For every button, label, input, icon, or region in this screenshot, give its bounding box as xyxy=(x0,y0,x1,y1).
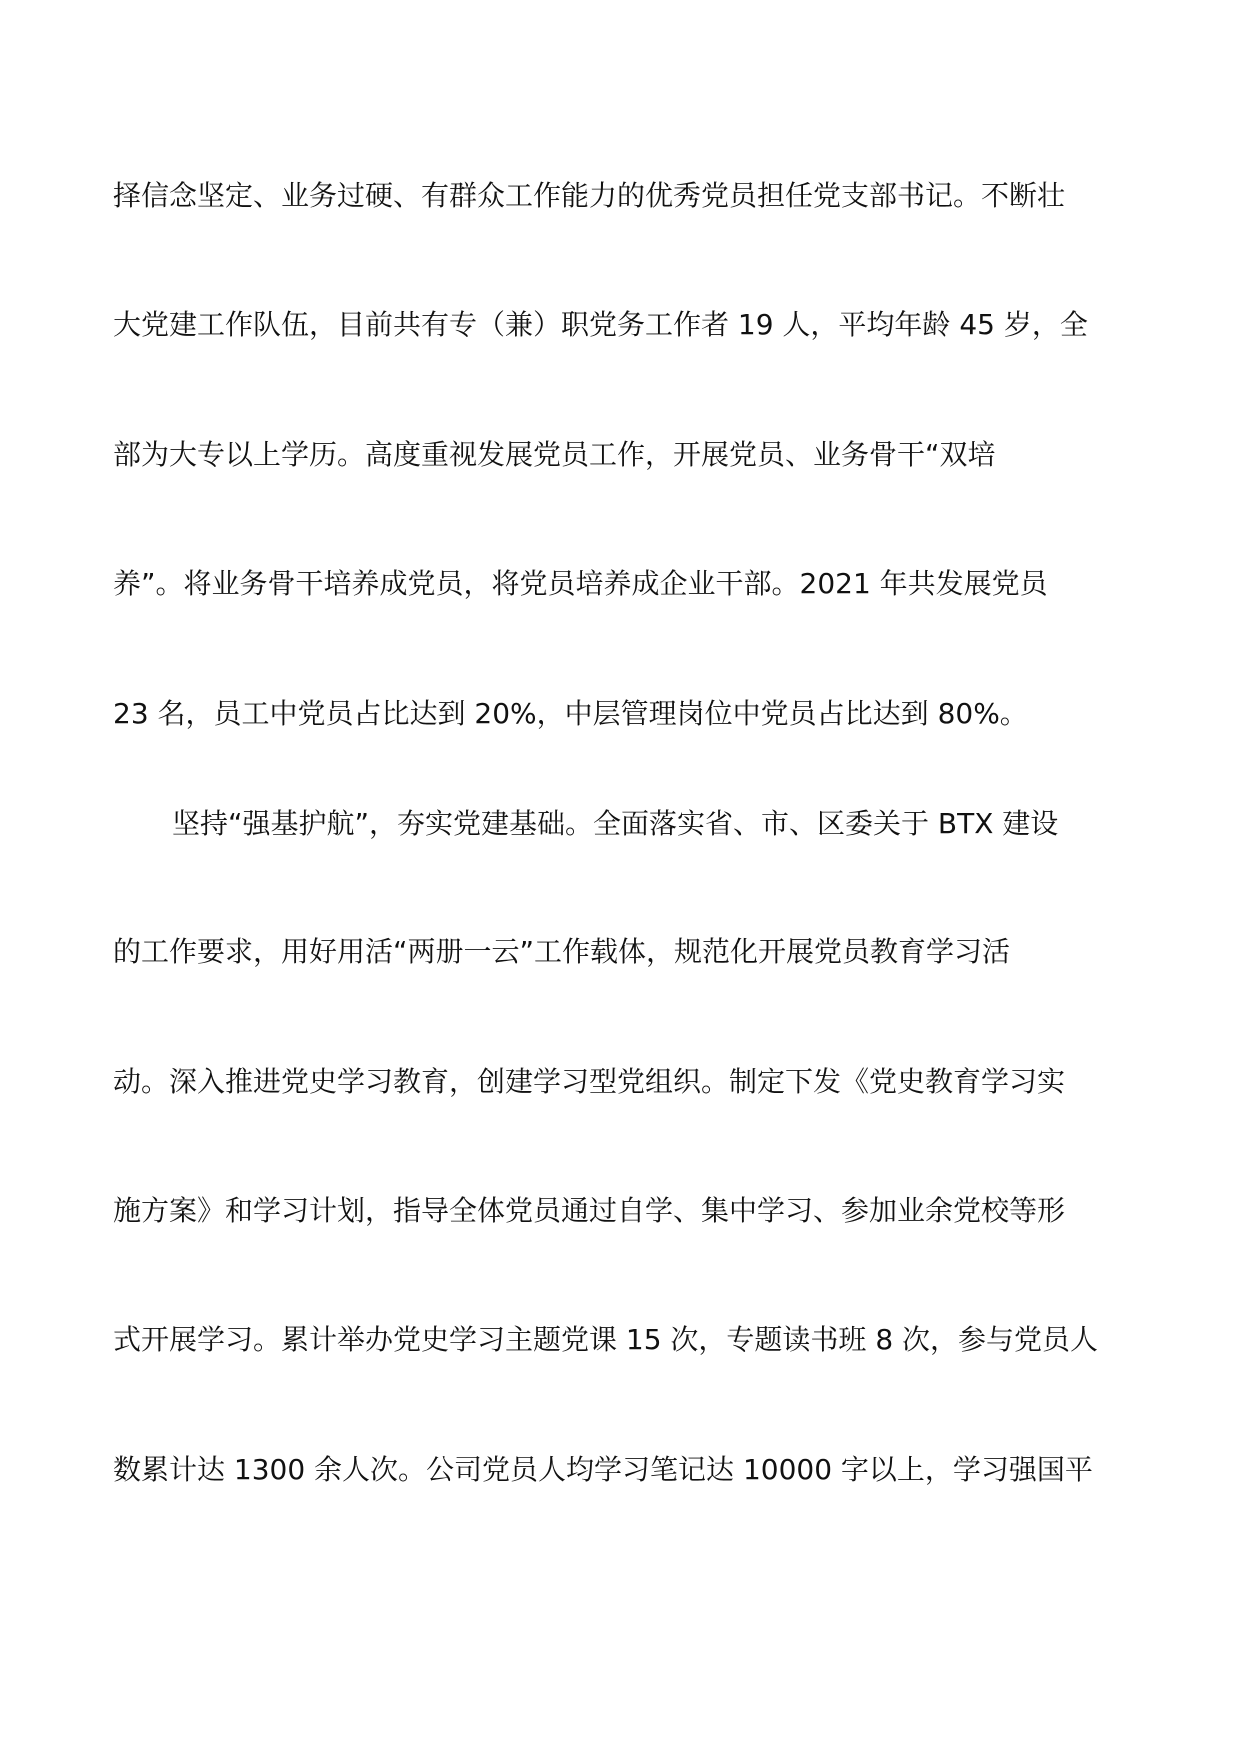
paragraph-line: 部为大专以上学历。高度重视发展党员工作，开展党员、业务骨干“双培 xyxy=(113,438,996,471)
paragraph-line: 的工作要求，用好用活“两册一云”工作载体，规范化开展党员教育学习活 xyxy=(113,935,1011,968)
paragraph-line: 动。深入推进党史学习教育，创建学习型党组织。制定下发《党史教育学习实 xyxy=(113,1065,1066,1098)
paragraph-line: 施方案》和学习计划，指导全体党员通过自学、集中学习、参加业余党校等形 xyxy=(113,1194,1066,1227)
paragraph-line: 养”。将业务骨干培养成党员，将党员培养成企业干部。2021 年共发展党员 xyxy=(113,567,1048,600)
paragraph-line: 大党建工作队伍，目前共有专（兼）职党务工作者 19 人，平均年龄 45 岁，全 xyxy=(113,308,1088,341)
paragraph-line: 择信念坚定、业务过硬、有群众工作能力的优秀党员担任党支部书记。不断壮 xyxy=(113,179,1066,212)
paragraph-line: 数累计达 1300 余人次。公司党员人均学习笔记达 10000 字以上，学习强国平 xyxy=(113,1453,1093,1486)
paragraph-first-line: 坚持“强基护航”，夯实党建基础。全面落实省、市、区委关于 BTX 建设 xyxy=(172,807,1059,840)
paragraph-line: 式开展学习。累计举办党史学习主题党课 15 次，专题读书班 8 次，参与党员人 xyxy=(113,1323,1099,1356)
paragraph-line: 23 名，员工中党员占比达到 20%，中层管理岗位中党员占比达到 80%。 xyxy=(113,697,1028,730)
